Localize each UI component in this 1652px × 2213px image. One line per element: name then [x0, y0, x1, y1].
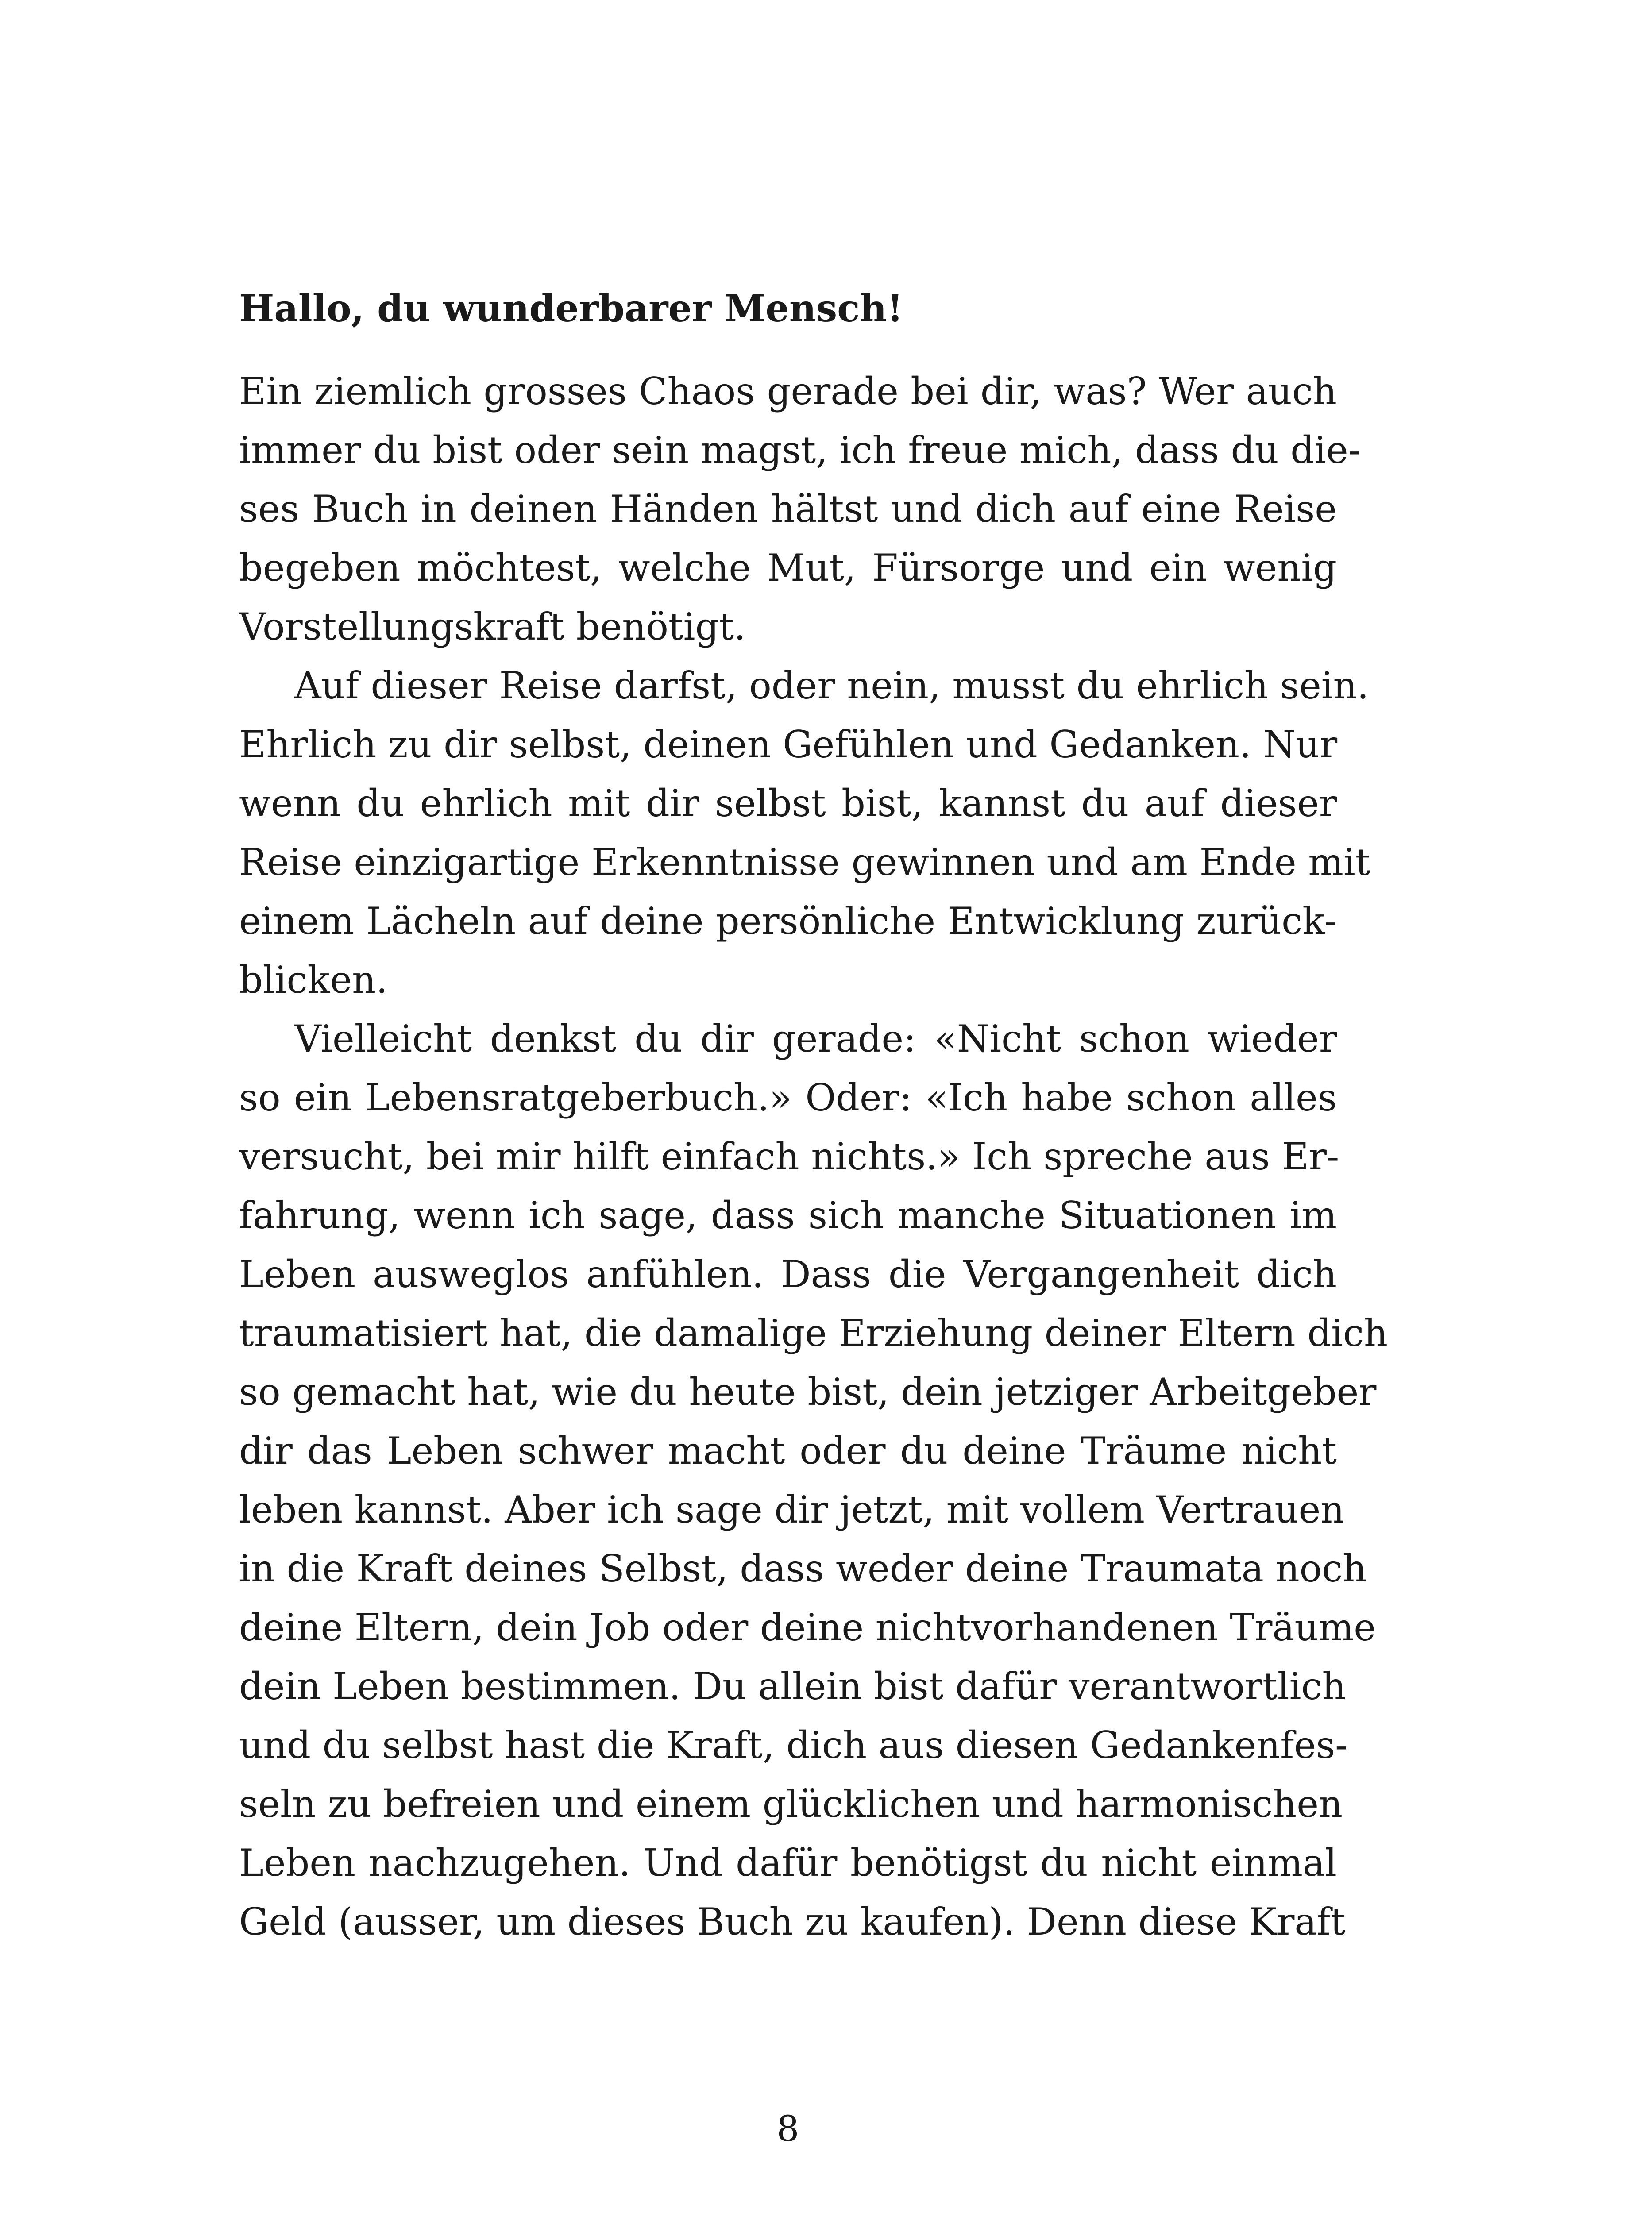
- text-line: Ehrlich zu dir selbst, deinen Gefühlen und Gedanken. Nur: [239, 723, 1338, 766]
- text-line: leben kannst. Aber ich sage dir jetzt, mit vollem Vertrauen: [239, 1488, 1345, 1531]
- paragraph: [239, 362, 1361, 656]
- text-line: Ein ziemlich grosses Chaos gerade bei dir, was? Wer auch: [239, 370, 1337, 413]
- text-line: Auf dieser Reise darfst, oder nein, musst du ehrlich sein.: [294, 664, 1369, 707]
- text-line: Reise einzigartige Erkenntnisse gewinnen und am Ende mit: [239, 840, 1370, 884]
- text-line: Leben ausweglos anfühlen. Dass die Vergangenheit dich: [239, 1253, 1337, 1296]
- text-line: deine Eltern, dein Job oder deine nichtvorhandenen Träume: [239, 1606, 1376, 1649]
- page-heading: Hallo, du wunderbarer Mensch!: [239, 286, 903, 330]
- paragraph: [239, 1010, 1388, 1951]
- text-line: dein Leben bestimmen. Du allein bist dafür verantwortlich: [239, 1665, 1346, 1708]
- text-line: Geld (ausser, um dieses Buch zu kaufen). Denn diese Kraft: [239, 1900, 1346, 1943]
- paragraph: [239, 656, 1370, 1010]
- text-line: so ein Lebensratgeberbuch.» Oder: «Ich habe schon alles: [239, 1076, 1337, 1119]
- text-line: und du selbst hast die Kraft, dich aus diesen Gedankenfes-: [239, 1723, 1348, 1767]
- text-line: so gemacht hat, wie du heute bist, dein jetziger Arbeitgeber: [239, 1370, 1377, 1414]
- text-line: Leben nachzugehen. Und dafür benötigst du nicht einmal: [239, 1841, 1337, 1885]
- text-line: ses Buch in deinen Händen hältst und dich auf eine Reise: [239, 487, 1337, 531]
- text-line: traumatisiert hat, die damalige Erziehung deiner Eltern dich: [239, 1311, 1388, 1355]
- text-line: dir das Leben schwer macht oder du deine Träume nicht: [239, 1429, 1337, 1473]
- text-line: immer du bist oder sein magst, ich freue mich, dass du die-: [239, 428, 1361, 472]
- text-line: versucht, bei mir hilft einfach nichts.» Ich spreche aus Er-: [239, 1135, 1339, 1178]
- text-line: wenn du ehrlich mit dir selbst bist, kannst du auf dieser: [239, 782, 1337, 825]
- text-line: begeben möchtest, welche Mut, Fürsorge und ein wenig: [239, 546, 1337, 590]
- text-line: blicken.: [239, 958, 388, 1002]
- page-number: 8: [776, 2108, 799, 2149]
- text-line: fahrung, wenn ich sage, dass sich manche Situationen im: [239, 1194, 1337, 1237]
- text-block: [239, 279, 1388, 1951]
- text-line: in die Kraft deines Selbst, dass weder deine Traumata noch: [239, 1547, 1367, 1590]
- text-line: seln zu befreien und einem glücklichen und harmonischen: [239, 1782, 1343, 1826]
- text-line: Vielleicht denkst du dir gerade: «Nicht schon wieder: [294, 1017, 1337, 1060]
- text-line: Vorstellungskraft benötigt.: [239, 605, 746, 648]
- text-line: einem Lächeln auf deine persönliche Entwicklung zurück-: [239, 899, 1337, 943]
